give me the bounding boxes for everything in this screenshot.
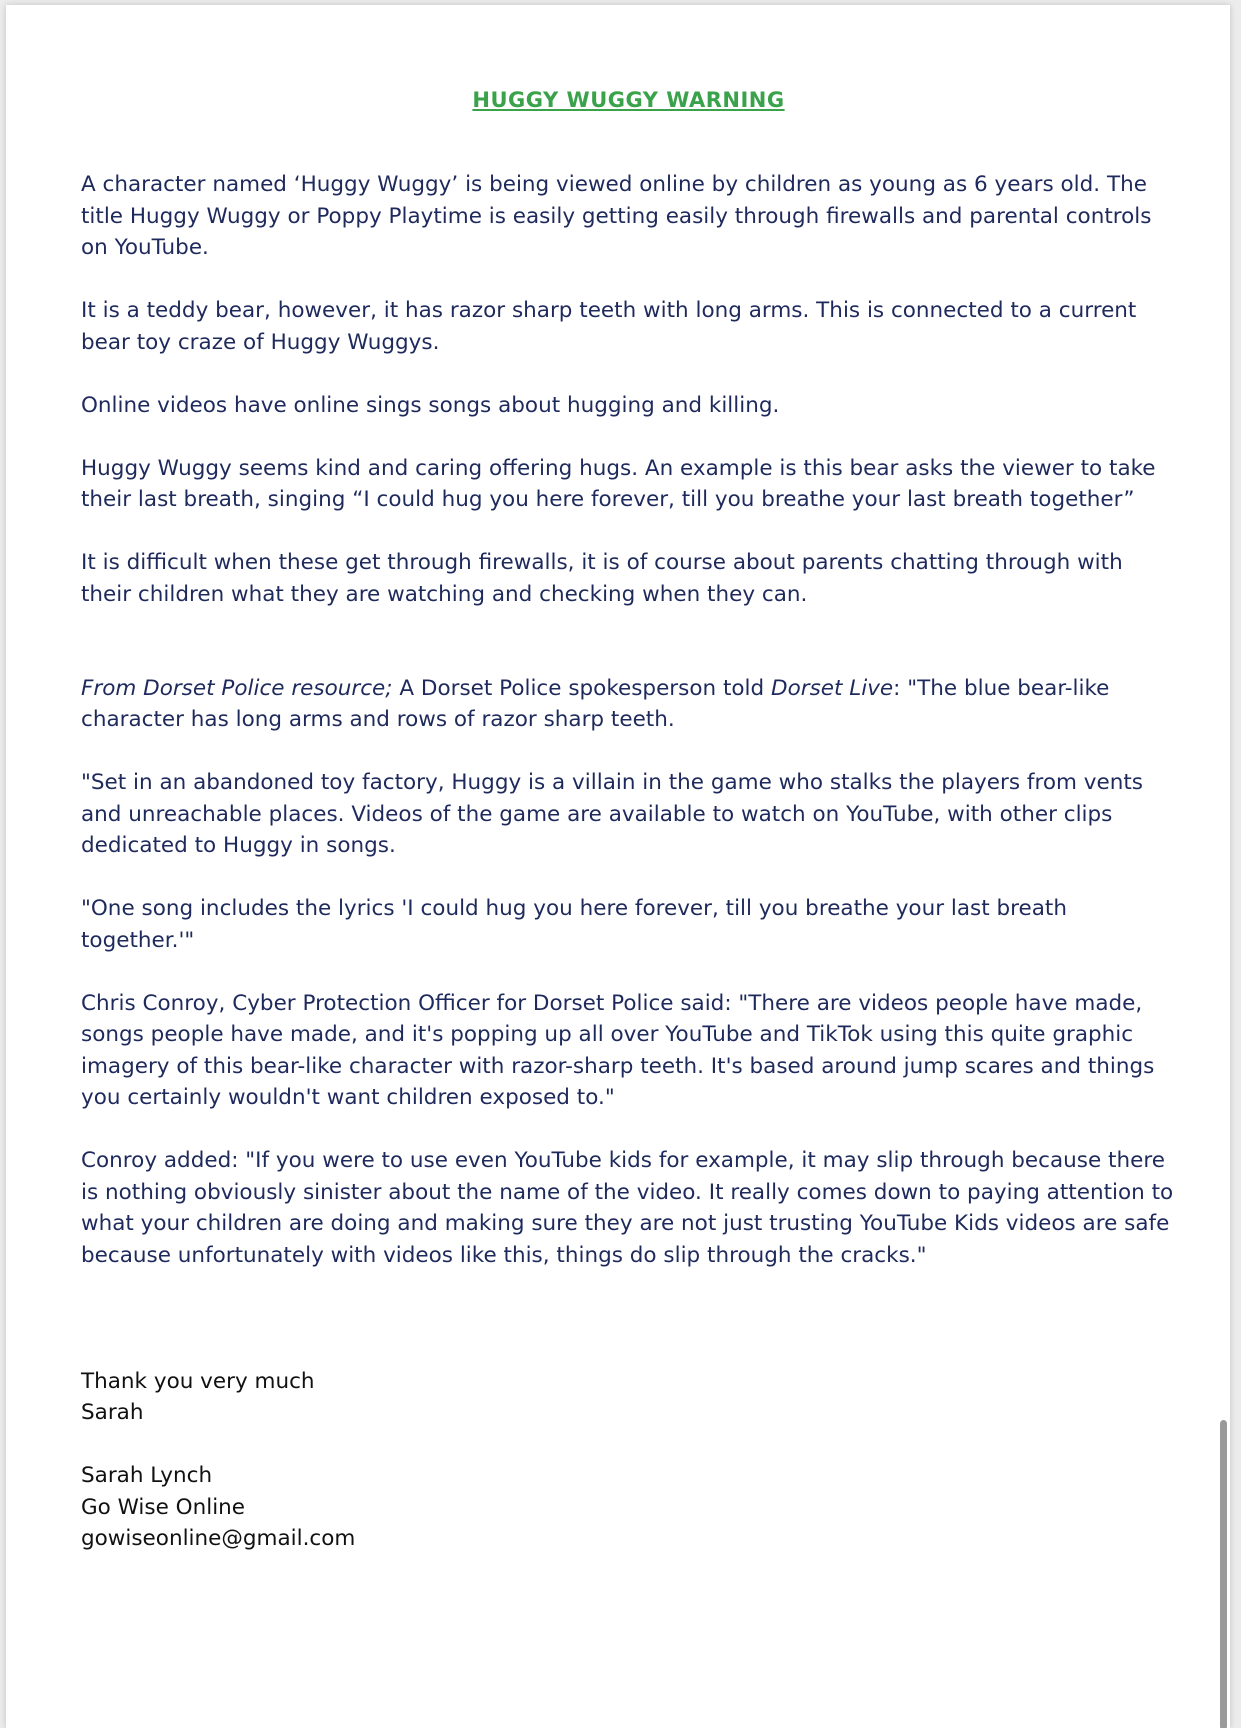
source-rest: : "The blue bear-like character has long arms and rows of razor sharp teeth. (81, 675, 1110, 732)
document-body (81, 85, 1176, 1586)
closing-first-name: Sarah (81, 1400, 144, 1425)
paragraph-source (81, 673, 1176, 736)
quote-conroy: Chris Conroy, Cyber Protection Officer for Dorset Police said: "There are videos people have made, songs people have made, and it's popping up all over YouTube and TikTok using this quite graphic imagery of this bear-like character with razor-sharp teeth. It's based around jump scares and things you certainly wouldn't want children exposed to." (81, 990, 1155, 1110)
spacer (81, 642, 1176, 673)
paragraph-hugs: Huggy Wuggy seems kind and caring offering hugs. An example is this bear asks the viewer to take their last breath, singing “I could hug you here forever, till you breathe your last breath together” (81, 455, 1156, 512)
signature (81, 1460, 1176, 1555)
paragraph-intro: A character named ‘Huggy Wuggy’ is being viewed online by children as young as 6 years old. The title Huggy Wuggy or Poppy Playtime is easily getting easily through firewalls and parental controls on YouTube. (81, 172, 1152, 260)
page-title: HUGGY WUGGY WARNING (472, 88, 785, 112)
paragraph-firewalls: It is difficult when these get through firewalls, it is of course about parents chatting through with their children what they are watching and checking when they can. (81, 550, 1123, 607)
quote-conroy-added: Conroy added: "If you were to use even YouTube kids for example, it may slip through because there is nothing obviously sinister about the name of the video. It really comes down to paying attention to what your children are doing and making sure they are not just trusting YouTube Kids videos are safe because unfortunately with videos like this, things do slip through the cracks." (81, 1148, 1174, 1268)
vertical-scrollbar[interactable] (1220, 1420, 1227, 1728)
quote-lyrics: "One song includes the lyrics 'I could hug you here forever, till you breathe your last breath together.'" (81, 896, 1067, 953)
spacer (81, 1303, 1176, 1366)
paragraph-teddy-bear: It is a teddy bear, however, it has razor sharp teeth with long arms. This is connected to a current bear toy craze of Huggy Wuggys. (81, 298, 1137, 355)
signature-email: gowiseonline@gmail.com (81, 1526, 356, 1551)
closing-thanks: Thank you very much (81, 1368, 315, 1394)
source-outlet: Dorset Live (771, 675, 894, 701)
source-mid: A Dorset Police spokesperson told (392, 675, 772, 701)
paragraph-online-videos: Online videos have online sings songs about hugging and killing. (81, 392, 780, 418)
document-page (6, 5, 1230, 1728)
quote-factory: "Set in an abandoned toy factory, Huggy is a villain in the game who stalks the players from vents and unreachable places. Videos of the game are available to watch on YouTube, with other clips dedicated to Huggy in songs. (81, 770, 1143, 858)
source-lead: From Dorset Police resource; (81, 675, 393, 701)
signature-org: Go Wise Online (81, 1494, 246, 1520)
closing (81, 1366, 1176, 1429)
signature-name: Sarah Lynch (81, 1463, 213, 1488)
